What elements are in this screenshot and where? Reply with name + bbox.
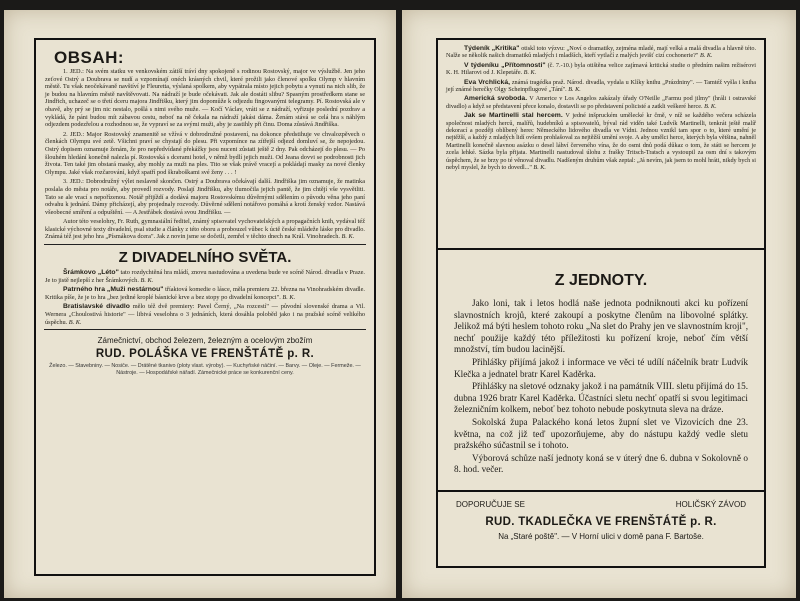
jednoty-paragraph: Jako loni, tak i letos hodlá naše jednota podniknouti akci ku pořízení slavnostních krojů, které zakoupí a poskytne členům na libovolné splátky. Jelikož má býti heslem tohoto roku „Na slet do Prahy jen ve slavnostním kroji", nechť použije každý této příležitosti ku pořízení kroje, neboť čím větší množství, tím budou lacinější. xyxy=(454,298,748,355)
news-item xyxy=(446,62,756,77)
news-text: tříaktová komedie o lásce, měla premieru 22. března na Vinohradském divadle. Kritika píše, že je to hra „bez jediné kroplé básnické krve a bez stopy po divadelní koncepci". xyxy=(45,286,366,301)
synopsis-paragraph: 1. JED.: Na svém statku ve venkovském zátiší tráví dny spokojeně s rodinou Rostovský, major ve výslužbě. Jen jeho zeťové Ostrý a Doubrava se nudí a vzpomínají onéch krásných chvil, které prožili jako členové spolku Olymp v hlavním městě. Tu však neočekávaně navštíví je Fleuretta, výslaná spolkem, aby vypátrala místo jejich pobytu a vynutí na nich slib, že je budou na hlavním městě navštěvovati. Na nádraží je bude očekávati. Jak ale dostáti slibu? Spasným prostředkem stane se Jindřich, uchazeč se o třetí dceru majora Jindřišku, který jim dopomůže k odjezdu fingovanými telegramy. Pí. Rostovská ale v obavě, aby prý se jim nic nestalo, pošlá s nimi svého muže. — Kočí Václav, vráti se z nádraží, vyřizuje poslední pozdrav a vykládá, že páni budou mít zábavou cestu, neboť na ně čekala na nádraží jakási dáma. Ženám stává se celá hra s náhlým odjezdem podezřelou a rozhodnou se, že vypraví se za svými muži, aby je zastihly při činu. Doma zůstává Jindřiška. xyxy=(45,68,365,129)
news-headline: Patrného hra „Muži nestárnou" xyxy=(63,286,164,294)
ad-address: Na „Staré poště". — V Horní ulici v domě pana F. Bartoše. xyxy=(498,532,704,541)
signature: B. K. xyxy=(140,276,154,284)
signature: B. K. xyxy=(523,69,537,77)
jednoty-paragraph: Přihlášky přijímá jakož i informace ve věci té udílí náčelník bratr Ludvík Klečka a jednatel bratr Karel Kaděrka. xyxy=(454,356,748,379)
signature: B. K. xyxy=(568,86,581,94)
jednoty-paragraph: Sokolská župa Palackého koná letos župní slet ve Vizovicích dne 23. května, na což již teď upozorňujeme, aby do nástupu každý vedle sletu pražského súčastnil se i tohoto. xyxy=(454,416,748,451)
signature: B. K. xyxy=(533,164,546,172)
news-headline: V týdeníku „Přítomnosti" xyxy=(464,61,546,69)
news-headline: Americká svoboda. xyxy=(464,95,528,103)
jednoty-title: Z JEDNOTY. xyxy=(554,272,648,289)
news-headline: Týdeník „Kritika" xyxy=(464,45,520,52)
news-headline: Šrámkovo „Léto" xyxy=(63,269,119,277)
ad-header-row xyxy=(456,500,746,509)
section-title: Z DIVADELNÍHO SVĚTA. xyxy=(118,249,292,267)
signature: B. K. xyxy=(282,293,296,301)
jednoty-paragraph: Přihlášky na sletové odznaky jakož i na památník VIII. sletu přijímá do 15. dubna 1926 bratr Karel Kaděrka. Účastníci sletu nechť opatří si svou legitimaci železničním kolkem, neboť bez tohoto nebude poskytnuta sleva na dráze. xyxy=(454,381,748,415)
news-text: V jedné inšpruckém umělecké kr čmě, v níž se každého večera scházela společnost mladých herců, malířů, hudebníků a spisovatelů, býval rád viděn také Ludvík Martinelli, tenkrát ještě malíř dekorací a později oblíbený herec Německého lidového divadla ve Vídni. Jednou vznikl tam spor o to, které umění je nejtěžší, a každý z mladých lidí ovšem prohlašoval za nejtěžší umění svoje. A aby umělci herce, kterých byla většina, nahněl Martinelli konečně slavnou asázku o desel láhví červeného vína, že do osmi dnů podá důkaz o tom, že státi se hercem je zcela lehké. Sázka byla přijata. Martinelli nastudoval úlohu z frašky Tritsch-Tratsch a vystoupil za osm dní s takovým úspěchem, že se brzy po té věnoval divadlu. Nadšeným druhům však zeptal: „Já nevím, jak jsem to mohl hráti, nikdy bych si nebyl myslel, že bych to dovedl..." xyxy=(446,112,757,172)
right-frame xyxy=(436,38,766,568)
jednoty-section xyxy=(438,248,764,477)
news-headline: Eva Vrchlická, xyxy=(464,78,510,86)
advertisement-tkadlecek xyxy=(438,490,764,566)
ad-name: RUD. TKADLEČKA VE FRENŠTÁTĚ p. R. xyxy=(485,516,717,528)
ad-business-type: HOLIČSKÝ ZÁVOD xyxy=(675,500,746,509)
news-headline: Bratislavské divadlo xyxy=(63,303,130,311)
signature: B. K. xyxy=(68,318,82,326)
news-text: otiskl toto výzvu: „Noví o dramatiky, zejména mladé, mají velká a malá divadla a hlavně této. Nalže se několik našich dramatiků mladých i mladších, kteří vytlačí z malých jevišť cizí cochonerie?" xyxy=(446,45,756,60)
news-item xyxy=(45,286,365,301)
news-item xyxy=(446,79,756,94)
right-news-block xyxy=(438,40,764,250)
signature: B. K. xyxy=(704,102,717,110)
ad-name: RUD. POLÁŠKA VE FRENŠTÁTĚ p. R. xyxy=(95,348,315,361)
synopsis-paragraph: 3. JED.: Dobrodružný výlet neslavně skončen. Ostrý a Doubrava očekávají další. Jindřiška jim oznamuje, že matinka poslala do města pro notáře, aby provedl rozvody. Poslají Jindřišku, aby tlumočila jejich pantě, že jim chtějí vše vysvětliti. Tato se ale vrací s nepořízenou. Notář přijíždí a dodává majoru Rostovskému důvěrnými sdělením o původu věna jeho paní odvahu k jednání. Dámy přicházejí, aby projednaly rozvody. Důvěrné sdělení notářovo pomáhá a krotí ženský vzdor. Nastává všeobecné smíření a odpuštění. — A Jestřábek dostává svou Jindřišku. — xyxy=(45,178,365,216)
right-page xyxy=(402,10,796,598)
author-paragraph xyxy=(45,218,365,241)
news-item xyxy=(446,112,756,171)
theatre-news xyxy=(45,269,365,326)
news-headline: Jak se Martinelli stal hercem. xyxy=(464,112,563,120)
advertisement-polasek xyxy=(36,336,374,377)
ad-products: Železo. — Stavebniny. — Nosiče. — Drátěné tkanivo (ploty vlast. výroby). — Kuchyňské náčiní. — Barvy. — Oleje. — Fermeže. — Nástroje. — Hospodářské nářadí. Zámečnické práce se konkurenční ceny. xyxy=(49,363,361,377)
news-text: (č. 7.-10.) byla otištěna velice zajímavá kritická studie o předním našim režisérovi K. H. Hilarovi od J. Klepetáře. xyxy=(446,61,757,77)
synopsis-paragraph: 2. JED.: Major Rostovský znamenitě se vžívá v dobrodružné postavení, na dokonce předstihuje ve chvalozpěvech o členkách Olympu své zetě. Všichni praví se chystají do plesu. Při vzpomínce na zítřejší odjezd domluví se, že nepojedou. Ostrý dopisem oznamuje ženám, že pro nepředvídané překážky jsou nuceni zůstati ještě 2 dny. Pak odcházejí do plesu. — Po šlouhém hledání konečně nalezla pí. Rostovská s dcerami hotel, v němž bydlí jejich muži. Od Jeana dovvi se podrobnosti jich života. Ten také jim obstará masky, aby mohly za muži na ples. Tito se však právě vracejí a pokládají masky za nové členky Olympu. Jaké však rozčarování, když spatří pod škraboškami své ženy . . . ! xyxy=(45,130,365,176)
jednoty-body xyxy=(454,298,748,476)
news-text: V Americe v Los Angelos zakázaly úřady O'Neille „Farmu pod jilmy" (hráli i ostravské divadlo) a když se představení přece konalo, dostavili se po představení policisté a zatkli veškeré herce. xyxy=(446,95,756,110)
left-page xyxy=(4,10,396,598)
ad-line: Zámečnictví, obchod železem, železným a ocelovým zbožím xyxy=(97,336,313,346)
right-news xyxy=(446,45,756,172)
signature: B. K. xyxy=(699,52,713,60)
left-frame xyxy=(34,38,376,576)
synopsis xyxy=(45,68,365,241)
news-item xyxy=(45,303,365,326)
news-item xyxy=(446,95,756,110)
news-text: mělo též dvě premiery: Pavel Černý, „Na rozcestí" — původní slovenské drama a Vil. Wernera „Choulostivá historie" — libivá veselohra o 3 jednáních, která dosáhla poloběd jako i na pražské scéně velikého úspěchu. xyxy=(45,303,365,326)
author-text: Autor této veselohry, Fr. Ruth, gymnasiální ředitel, známý spisovatel vychovatelských a propagačních knih, vydával též klasické výchovné texty divadelní, psal studie a články z této oboru a probouzel vůbec k úctě české mládeže láske pro divadlo. Známá též jest jeho hra „Písmákova dcera". Jak z novin jsme se dočetli, zemřel v těchto dnech na Král. Vinohradech. xyxy=(45,218,365,241)
news-text: tato rozdychtěná hra mládí, znovu nastudována a uvedena bude ve scéně Národ. divadla v Praze. Je to jistě nejlepší z her Šrámkových. xyxy=(45,269,365,284)
jednoty-paragraph: Výborová schůze naší jednoty koná se v úterý dne 6. dubna v Sokolovně o 8. hod. večer. xyxy=(454,452,748,475)
news-item xyxy=(45,269,365,284)
divider xyxy=(44,244,366,245)
divider xyxy=(44,329,366,330)
signature: B. K. xyxy=(341,233,355,241)
news-item xyxy=(446,45,756,60)
ad-recommend: DOPORUČUJE SE xyxy=(456,500,525,509)
news-text: známá tragédka praž. Národ. divadla, vydala u Klíky knihu „Prázdniny". — Tamtéž vyšla i kniha její známé herečky Olgy Scheinpflugové „Tání". xyxy=(446,78,756,94)
obsah-title: OBSAH: xyxy=(54,48,125,67)
